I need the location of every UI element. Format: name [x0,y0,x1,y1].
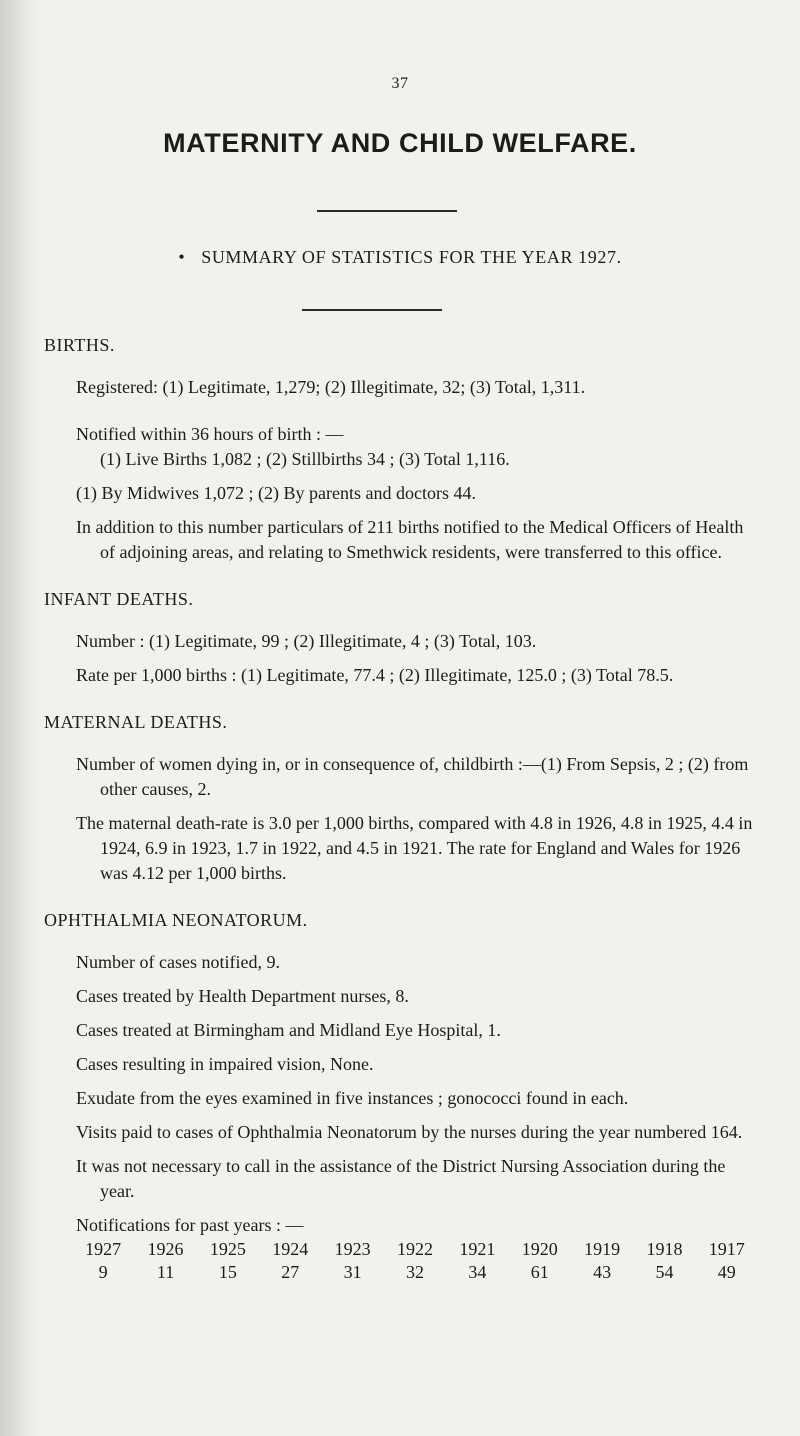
notification-count: 15 [218,1262,237,1282]
ophthalmia-assistance: It was not necessary to call in the assistance of the District Nursing Association during the year. [76,1156,726,1201]
notification-year: 1926 [147,1239,184,1259]
section-maternal-deaths [44,710,756,886]
ophthalmia-treated-hospital: Cases treated at Birmingham and Midland Eye Hospital, 1. [76,1020,501,1040]
ophthalmia-treated-nurses: Cases treated by Health Department nurses, 8. [76,986,409,1006]
births-notified-live: (1) Live Births 1,082 ; (2) Stillbirths 34 ; (3) Total 1,116. [100,449,510,469]
page-number: 37 [391,75,409,92]
notification-year: 1925 [209,1239,246,1259]
notification-count: 32 [405,1262,424,1282]
section-heading: MATERNAL DEATHS. [44,712,228,732]
notification-count: 31 [343,1262,362,1282]
ophthalmia-impaired: Cases resulting in impaired vision, None. [76,1054,374,1074]
infant-deaths-rate: Rate per 1,000 births : (1) Legitimate, 77.4 ; (2) Illegitimate, 125.0 ; (3) Total 78.5. [76,665,674,685]
notification-count: 54 [655,1262,674,1282]
notification-count: 27 [281,1262,300,1282]
document-body [44,333,756,1284]
divider-rule [317,210,457,212]
ophthalmia-exudate: Exudate from the eyes examined in five instances ; gonococci found in each. [76,1088,629,1108]
notification-year: 1917 [708,1239,745,1259]
section-births [44,333,756,565]
notification-year: 1921 [459,1239,496,1259]
births-notified-by: (1) By Midwives 1,072 ; (2) By parents and doctors 44. [76,483,476,503]
section-heading: INFANT DEATHS. [44,589,194,609]
page-title: MATERNITY AND CHILD WELFARE. [163,128,637,158]
notifications-intro: Notifications for past years : — [76,1215,304,1235]
notification-count: 61 [530,1262,549,1282]
maternal-deaths-number: Number of women dying in, or in consequence of, childbirth :—(1) From Sepsis, 2 ; (2) from other causes, 2. [76,754,749,799]
notification-year: 1927 [85,1239,122,1259]
section-heading: BIRTHS. [44,335,115,355]
notification-year: 1923 [334,1239,371,1259]
bullet-mark: • [178,247,186,267]
notification-count: 43 [593,1262,612,1282]
births-notified-intro: Notified within 36 hours of birth : — [76,424,344,444]
notification-year: 1918 [646,1239,683,1259]
subtitle-text: SUMMARY OF STATISTICS FOR THE YEAR 1927. [201,247,622,267]
births-addition: In addition to this number particulars of 211 births notified to the Medical Officers of Health of adjoining areas, and relating to Smethwick residents, were transferred to this office. [76,517,744,562]
notification-year: 1920 [521,1239,558,1259]
notification-count: 49 [717,1262,736,1282]
notification-year: 1924 [272,1239,309,1259]
notification-year: 1922 [396,1239,433,1259]
notification-year: 1919 [584,1239,621,1259]
divider-rule [302,309,442,311]
section-ophthalmia [44,908,756,1284]
maternal-deaths-rate: The maternal death-rate is 3.0 per 1,000 births, compared with 4.8 in 1926, 4.8 in 1925, 4.4 in 1924, 6.9 in 1923, 1.7 in 1922, and 4.5 in 1921. The rate for England and Wales for 1926 was 4.12 per 1,000 births. [76,813,753,883]
section-infant-deaths [44,587,756,688]
notifications-years-row [72,1238,758,1261]
notification-count: 9 [98,1262,108,1282]
notification-count: 34 [468,1262,487,1282]
section-heading: OPHTHALMIA NEONATORUM. [44,910,308,930]
births-registered: Registered: (1) Legitimate, 1,279; (2) Illegitimate, 32; (3) Total, 1,311. [76,377,586,397]
page-subtitle [0,247,800,268]
ophthalmia-visits: Visits paid to cases of Ophthalmia Neonatorum by the nurses during the year numbered 164. [76,1122,743,1142]
ophthalmia-cases-notified: Number of cases notified, 9. [76,952,280,972]
notification-count: 11 [156,1262,175,1282]
page-edge-shadow [0,0,40,1436]
notifications-counts-row [72,1261,758,1284]
infant-deaths-number: Number : (1) Legitimate, 99 ; (2) Illegitimate, 4 ; (3) Total, 103. [76,631,537,651]
